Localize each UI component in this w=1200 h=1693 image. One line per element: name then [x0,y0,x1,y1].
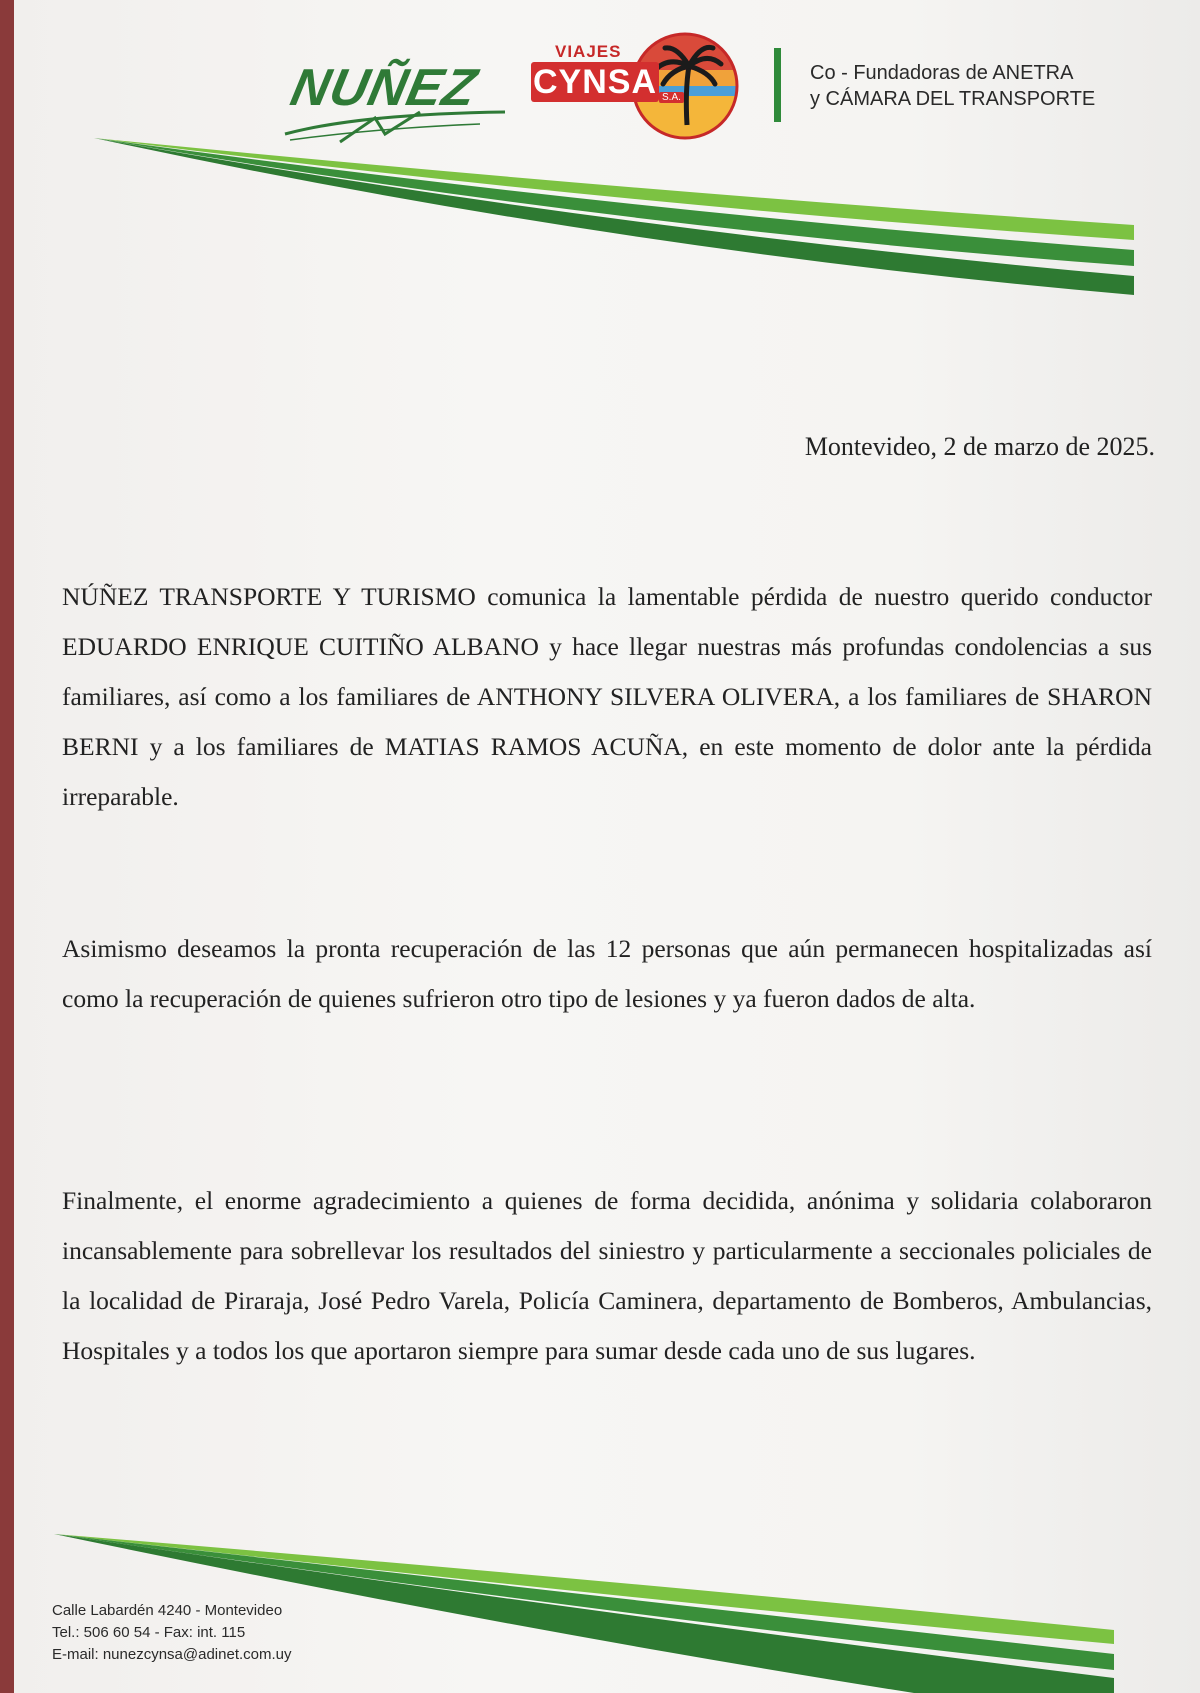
header-divider [774,48,781,122]
paragraph-condolences: NÚÑEZ TRANSPORTE Y TURISMO comunica la lamentable pérdida de nuestro querido conductor EDUARDO ENRIQUE CUITIÑO ALBANO y hace llegar nuestras más profundas condolencias a sus familiares, así como a los familiares de ANTHONY SILVERA OLIVERA, a los familiares de SHARON BERNI y a los familiares de MATIAS RAMOS ACUÑA, en este momento de dolor ante la pérdida irreparable. [62,582,1152,811]
cofounders-text [810,60,1095,112]
sa-logo-text: S.A. [659,92,684,103]
footer-contact [52,1600,292,1666]
letterhead [14,0,1200,320]
header-swoosh-stripes [14,130,1200,310]
cynsa-logo [529,30,744,140]
footer-email: E-mail: nunezcynsa@adinet.com.uy [52,1646,292,1663]
cofounders-line-2: y CÁMARA DEL TRANSPORTE [810,88,1096,110]
cynsa-badge [531,62,659,102]
letter-date: Montevideo, 2 de marzo de 2025. [804,432,1155,461]
nunez-logo [280,52,510,142]
paragraph-thanks: Finalmente, el enorme agradecimiento a quienes de forma decidida, anónima y solidaria colaboraron incansablemente para sobrellevar los resultados del siniestro y particularmente a seccionales policiales de la localidad de Piraraja, José Pedro Varela, Policía Caminera, departamento de Bomberos, Ambulancias, Hospitales y a todos los que aportaron siempre para sumar desde cada uno de sus lugares. [62,1186,1152,1365]
footer-address: Calle Labardén 4240 - Montevideo [52,1602,283,1619]
paragraph-recovery: Asimismo deseamos la pronta recuperación de las 12 personas que aún permanecen hospitalizadas así como la recuperación de quienes sufrieron otro tipo de lesiones y ya fueron dados de alta. [62,934,1152,1013]
footer-phone: Tel.: 506 60 54 - Fax: int. 115 [52,1624,246,1641]
viajes-logo-text: VIAJES [555,42,622,61]
cynsa-logo-text: CYNSA [532,63,658,101]
cofounders-line-1: Co - Fundadoras de ANETRA [810,62,1074,84]
letter-sheet [14,0,1200,1693]
nunez-logo-text: NUÑEZ [285,59,483,117]
